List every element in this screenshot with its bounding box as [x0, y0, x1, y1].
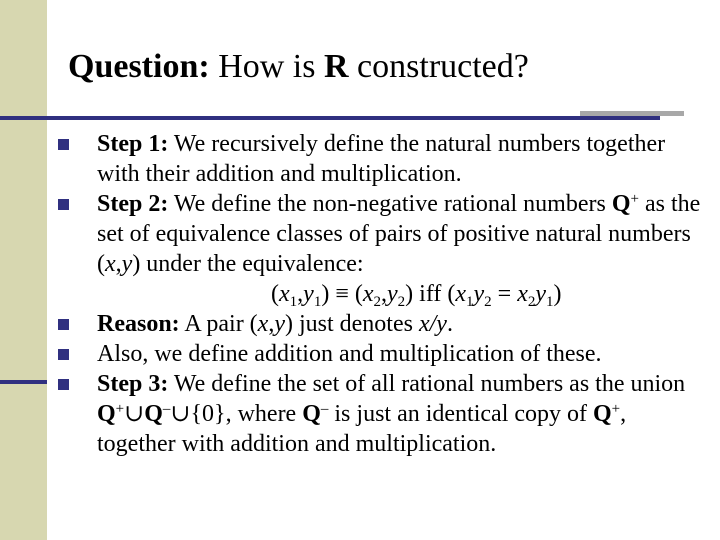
formula-y: y	[535, 281, 547, 307]
step-2-text-3: ) under the equivalence:	[132, 251, 364, 277]
comma: ,	[115, 251, 122, 277]
bullet-list	[58, 129, 708, 459]
union-symbol: ∪	[170, 401, 191, 427]
zero-set: {0}	[190, 401, 226, 427]
formula-part: ) ≡ (	[321, 281, 363, 307]
q-symbol: Q	[144, 401, 163, 427]
also-text: Also, we define addition and multiplication of these.	[97, 341, 602, 367]
title-symbol-r: R	[323, 48, 349, 85]
reason-text-1: A pair (	[184, 311, 258, 337]
minus-superscript: –	[162, 401, 171, 417]
left-decorative-band	[0, 0, 47, 540]
step-1-text: We recursively define the natural numbers together with their addition and multiplication.	[97, 131, 666, 187]
plus-superscript: +	[115, 401, 125, 417]
bullet-step-1	[58, 129, 708, 189]
formula-x: x	[362, 281, 374, 307]
subscript-1: 1	[546, 294, 554, 310]
left-accent-bar	[0, 380, 47, 384]
subscript-1: 1	[289, 294, 298, 310]
step-2-label: Step 2:	[97, 191, 169, 217]
fraction-x-over-y: x/y	[418, 311, 447, 337]
formula-part: )	[553, 281, 562, 307]
bullet-also	[58, 339, 708, 369]
q-symbol: Q	[302, 401, 321, 427]
formula-part: ) iff (	[405, 281, 456, 307]
title-label: Question:	[68, 48, 210, 85]
bullet-square-icon	[58, 349, 69, 360]
bullet-square-icon	[58, 199, 69, 210]
step-3-label: Step 3:	[97, 371, 169, 397]
var-x: x	[105, 251, 116, 277]
q-symbol: Q	[97, 401, 116, 427]
step-3-text-1: We define the set of all rational numbers as the union	[173, 371, 686, 397]
formula-x: x	[279, 281, 290, 307]
bullet-reason	[58, 309, 708, 339]
formula-part: ,	[297, 281, 304, 307]
subscript-1: 1	[466, 294, 474, 310]
formula-x: x	[517, 281, 528, 307]
bullet-step-2	[58, 189, 708, 309]
var-y: y	[121, 251, 133, 277]
reason-label: Reason:	[97, 311, 180, 337]
bullet-step-3	[58, 369, 708, 459]
step-3-text-4: , together with addition and multiplication.	[97, 401, 627, 457]
formula-y: y	[387, 281, 398, 307]
title-rule	[0, 116, 660, 120]
period: .	[446, 311, 453, 337]
slide-title	[68, 48, 529, 86]
union-formula	[97, 401, 226, 427]
subscript-2: 2	[527, 294, 536, 310]
step-3-text-3: is just an identical copy of	[334, 401, 587, 427]
formula-x: x	[455, 281, 467, 307]
title-post: constructed?	[357, 48, 529, 85]
subscript-2: 2	[397, 294, 406, 310]
var-y: y	[274, 311, 285, 337]
q-symbol: Q	[593, 401, 612, 427]
plus-superscript: +	[611, 401, 621, 417]
formula-part: ,	[381, 281, 387, 307]
title-pre: How is	[218, 48, 316, 85]
formula-part: =	[491, 281, 518, 307]
step-2-text-2: as the set of equivalence classes of pairs of positive natural numbers (	[97, 191, 701, 277]
step-1-label: Step 1:	[97, 131, 169, 157]
bullet-square-icon	[58, 139, 69, 150]
formula-part: (	[271, 281, 279, 307]
step-3-text-2: , where	[225, 401, 297, 427]
formula-y: y	[303, 281, 314, 307]
subscript-2: 2	[484, 294, 492, 310]
bullet-square-icon	[58, 379, 69, 390]
equivalence-formula	[97, 279, 708, 309]
formula-y: y	[473, 281, 485, 307]
subscript-2: 2	[373, 294, 381, 310]
q-symbol: Q	[611, 191, 631, 217]
var-x: x	[257, 311, 269, 337]
step-2-text-1: We define the non-negative rational numbers	[173, 191, 606, 217]
reason-text-2: ) just denotes	[284, 311, 413, 337]
minus-superscript: –	[320, 401, 329, 417]
comma: ,	[268, 311, 275, 337]
bullet-square-icon	[58, 319, 69, 330]
subscript-1: 1	[313, 294, 322, 310]
union-symbol: ∪	[124, 401, 145, 427]
plus-superscript: +	[630, 191, 639, 207]
